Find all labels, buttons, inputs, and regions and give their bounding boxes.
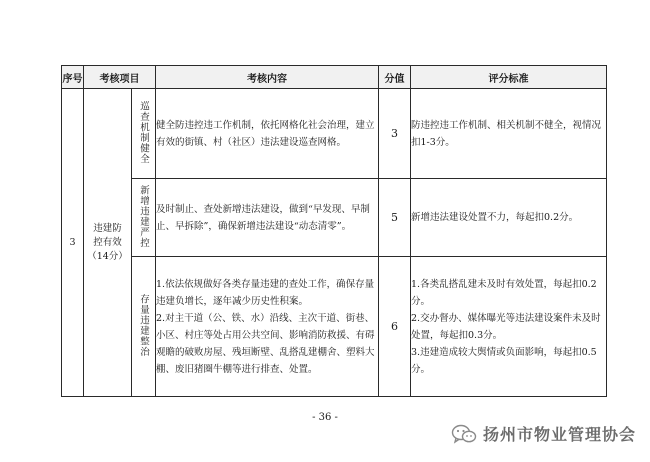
group-number: 3: [62, 89, 84, 397]
criteria-cell: 新增违法建设处置不力，每起扣0.2分。: [411, 179, 607, 257]
group-name-line: 控有效: [93, 236, 122, 248]
header-criteria: 评分标准: [411, 66, 607, 89]
criteria-paragraph: 3.违建造成较大舆情或负面影响，每起扣0.5分。: [411, 346, 597, 375]
watermark-text: 扬州市物业管理协会: [482, 425, 636, 444]
header-score: 分值: [379, 66, 411, 89]
header-no: 序号: [62, 66, 84, 89]
content-cell: 健全防违控违工作机制，依托网格化社会治理，建立有效的街镇、村（社区）违法建设巡查网格。: [156, 89, 379, 179]
table-row: [62, 179, 607, 257]
subitem-label: 新增违建严控: [138, 184, 149, 248]
content-cell: 及时制止、查处新增违法建设，做到“早发现、早制止、早拆除”，确保新增违法建设“动态清零”。: [156, 179, 379, 257]
content-cell: [156, 257, 379, 397]
score-cell: 6: [379, 257, 411, 397]
criteria-paragraph: 2.交办督办、媒体曝光等违法建设案件未及时处置，每起扣0.3分。: [411, 312, 601, 341]
header-row: [62, 66, 607, 89]
watermark: [451, 422, 636, 445]
criteria-cell: [411, 257, 607, 397]
subitem-label: 存量违建整治: [138, 293, 149, 357]
subitem-label: 巡查机制健全: [138, 100, 149, 164]
group-name-line: 违建防: [93, 222, 122, 234]
group-score-line: （14分）: [87, 250, 128, 262]
content-paragraph: 2.对主干道（公、铁、水）沿线、主次干道、街巷、小区、村庄等处占用公共空间、影响消防救援、有碍观瞻的破败房屋、残垣断壁、乱搭乱建棚舍、塑料大棚、废旧猪圈牛棚等进行排查、处置。: [156, 312, 375, 375]
score-cell: 3: [379, 89, 411, 179]
subitem-cell: [132, 179, 156, 257]
table-row: [62, 89, 607, 179]
group-name: [84, 89, 132, 397]
subitem-cell: [132, 257, 156, 397]
content-paragraph: 1.依法依规做好各类存量违建的查处工作，确保存量违建负增长，逐年减少历史性积案。: [156, 278, 375, 307]
header-content: 考核内容: [156, 66, 379, 89]
criteria-paragraph: 1.各类乱搭乱建未及时有效处置，每起扣0.2分。: [411, 278, 597, 307]
table-row: [62, 257, 607, 397]
assessment-table: [61, 65, 607, 397]
page-number: - 36 -: [312, 412, 338, 423]
wechat-icon: [451, 424, 477, 444]
score-cell: 5: [379, 179, 411, 257]
header-item: 考核项目: [84, 66, 156, 89]
criteria-cell: 防违控违工作机制、相关机制不健全，视情况扣1-3分。: [411, 89, 607, 179]
subitem-cell: [132, 89, 156, 179]
